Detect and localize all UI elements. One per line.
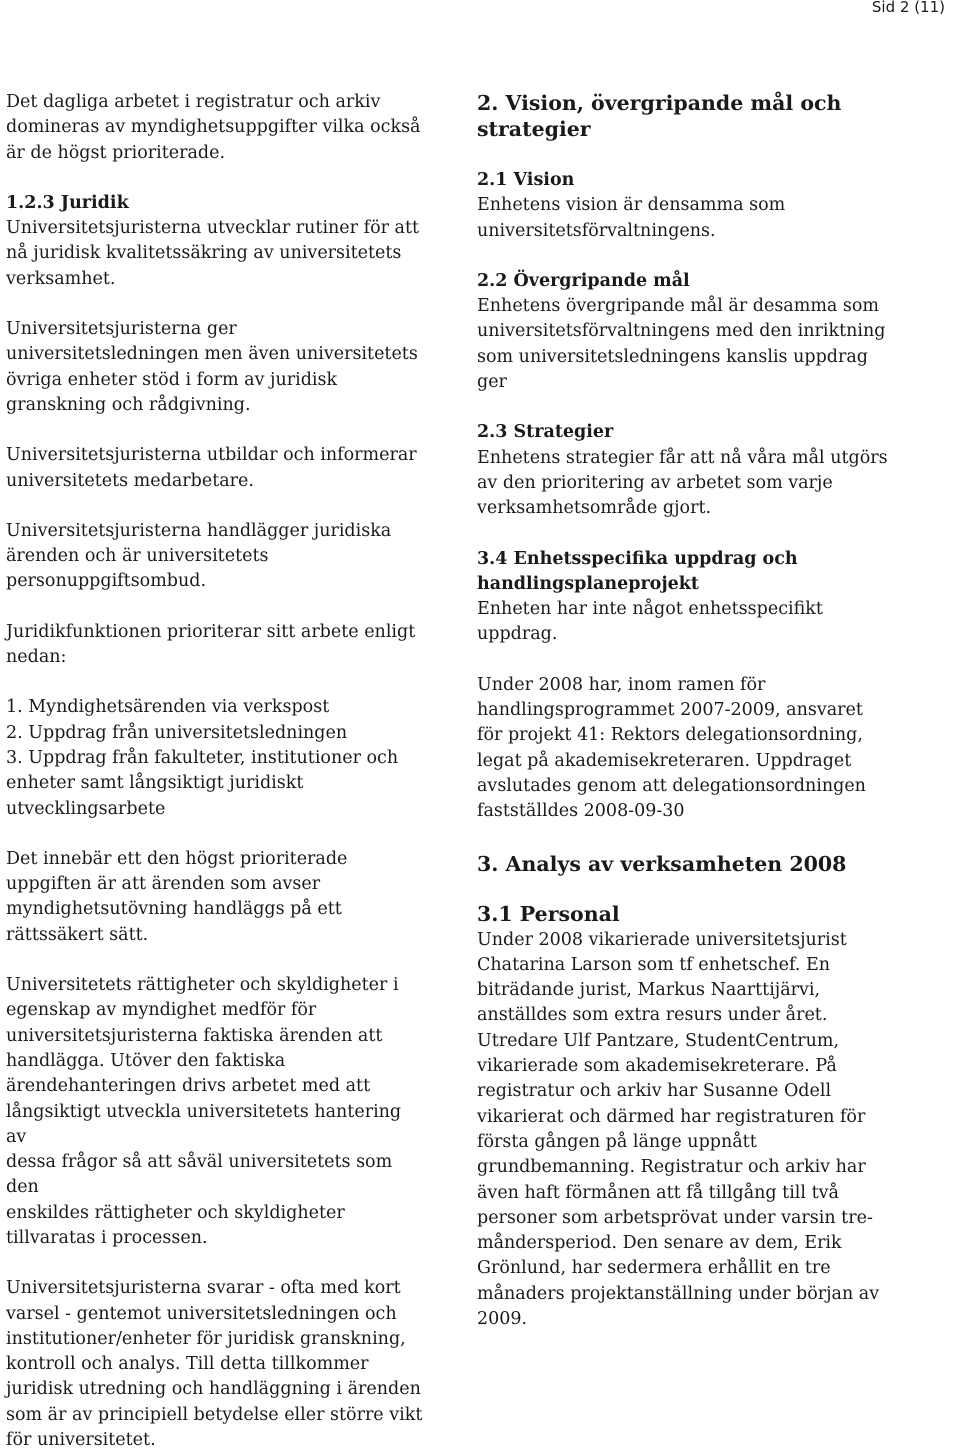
heading-personal: 3.1 Personal bbox=[477, 901, 620, 926]
heading-vision: 2.1 Vision bbox=[477, 170, 575, 190]
page-number: Sid 2 (11) bbox=[871, 0, 945, 16]
paragraph-rutiner: Universitetsjuristerna utvecklar rutiner för att nå juridisk kvalitetssäkring av universitetets verksamhet. bbox=[6, 218, 420, 289]
heading-overgripande-mal: 2.2 Övergripande mål bbox=[477, 270, 690, 291]
paragraph-utbildar: Universitetsjuristerna utbildar och informerar universitetets medarbetare. bbox=[6, 445, 417, 491]
heading-vision-mal-strategier: 2. Vision, övergripande mål och strategier bbox=[477, 91, 842, 141]
paragraph-prioriterar: Juridikfunktionen prioriterar sitt arbete enligt nedan: bbox=[6, 621, 416, 668]
left-column bbox=[6, 90, 426, 1453]
paragraph-overgripande-mal: Enhetens övergripande mål är desamma som universitetsförvaltningens med den inriktning som universitetsledningens kanslis uppdrag ger bbox=[477, 296, 886, 393]
list-item: 2. Uppdrag från universitetsledningen bbox=[6, 722, 348, 743]
heading-enhetsspecifika-uppdrag: 3.4 Enhetsspecifika uppdrag och handlingsplaneprojekt bbox=[477, 548, 798, 594]
paragraph-strategier: Enhetens strategier får att nå våra mål utgörs av den prioritering av arbetet som varje verksamhetsområde gjort. bbox=[477, 447, 888, 519]
paragraph-personal: Under 2008 vikarierade universitetsjurist Chatarina Larson som tf enhetschef. En biträdande jurist, Markus Naarttijärvi, anställdes som extra resurs under året. Utredare Ulf Pantzare, StudentCentrum, vikarierade som akademisekreterare. På registratur och arkiv har Susanne Odell vikarierat och därmed har registraturen för första gången på länge uppnått grundbemanning. Registratur och arkiv har även haft förmånen att få tillgång till två personer som arbetsprövat under varsin tre- måndersperiod. Den senare av dem, Erik Grönlund, har sedermera erhållit en tre månaders projektanställning under början av 2009. bbox=[477, 929, 880, 1329]
paragraph-registratur: Det dagliga arbetet i registratur och arkiv domineras av myndighetsuppgifter vilka också är de högst prioriterade. bbox=[6, 92, 421, 163]
heading-juridik: 1.2.3 Juridik bbox=[6, 192, 129, 213]
heading-analys: 3. Analys av verksamheten 2008 bbox=[477, 851, 847, 876]
list-item: 3. Uppdrag från fakulteter, institutioner och enheter samt långsiktigt juridiskt utvecklingsarbete bbox=[6, 747, 399, 819]
paragraph-vision: Enhetens vision är densamma som universitetsförvaltningens. bbox=[477, 195, 786, 241]
paragraph-rattigheter: Universitetets rättigheter och skyldigheter i egenskap av myndighet medför för universitetsjuristerna faktiska ärenden att handlägga. Utöver den faktiska ärendehanteringen drivs arbetet med att långsiktigt utveckla universitetets hantering av dessa frågor så att såväl universitetets som den enskildes rättigheter och skyldigheter tillvaratas i processen. bbox=[6, 975, 402, 1248]
paragraph-svarar: Universitetsjuristerna svarar - ofta med kort varsel - gentemot universitetsledningen och institutioner/enheter för juridisk granskning, kontroll och analys. Till detta tillkommer juridisk utredning och handläggning i ärenden som är av principiell betydelse eller större vikt för universitetet. bbox=[6, 1278, 423, 1451]
priority-list bbox=[6, 695, 426, 821]
paragraph-hogst-prioriterade: Det innebär ett den högst prioriterade uppgiften är att ärenden som avser myndighetsutövning handläggs på ett rättssäkert sätt. bbox=[6, 848, 348, 945]
paragraph-handlagger: Universitetsjuristerna handlägger juridiska ärenden och är universitetets personuppgiftsombud. bbox=[6, 520, 392, 592]
paragraph-projekt-41: Under 2008 har, inom ramen för handlingsprogrammet 2007-2009, ansvaret för projekt 41: Rektors delegationsordning, legat på akademisekreteraren. Uppdraget avslutades genom att delegationsordningen fastställdes 2008-09-30 bbox=[477, 674, 866, 822]
right-column bbox=[477, 90, 947, 1332]
paragraph-stod: Universitetsjuristerna ger universitetsledningen men även universitetets övriga enheter stöd i form av juridisk granskning och rådgivning. bbox=[6, 319, 418, 415]
paragraph-enhetsspecifika-uppdrag: Enheten har inte något enhetsspecifikt uppdrag. bbox=[477, 599, 823, 645]
heading-strategier: 2.3 Strategier bbox=[477, 422, 614, 443]
list-item: 1. Myndighetsärenden via verkspost bbox=[6, 697, 330, 718]
